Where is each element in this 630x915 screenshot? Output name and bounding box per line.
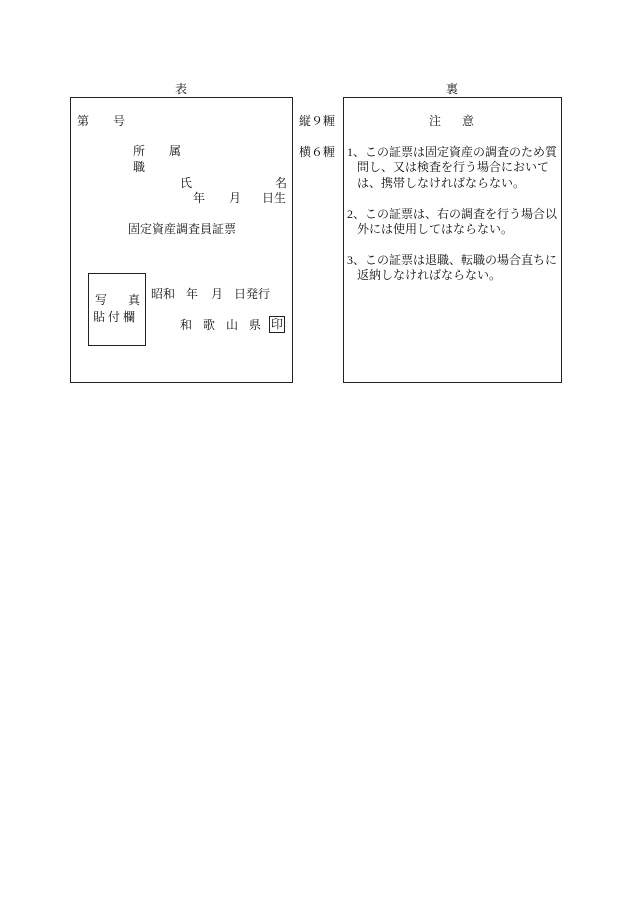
affiliation-label-1: 所 — [133, 144, 146, 158]
photo-label-2: 真 — [128, 293, 141, 307]
birth-month-label: 月 — [229, 191, 242, 205]
width-dimension: 横６糎 — [299, 145, 336, 159]
birth-day-label: 日生 — [262, 191, 287, 205]
notice-1-line: 問し、又は検査を行う場合において — [357, 160, 550, 174]
notice-2-line: 2、この証票は、右の調査を行う場合以 — [347, 207, 558, 221]
photo-label-3: 貼付欄 — [93, 310, 139, 324]
issuer-name: 和歌山県 — [180, 318, 273, 332]
number-prefix: 第 — [77, 114, 90, 128]
notice-3-line: 3、この証票は退職、転職の場合直ちに — [347, 253, 558, 267]
notice-heading-1: 注 — [429, 114, 442, 128]
position-label: 職 — [133, 160, 146, 174]
name-label-2: 名 — [275, 176, 288, 190]
issue-year-label: 年 — [186, 287, 199, 301]
issue-month-label: 月 — [211, 287, 224, 301]
issue-day-label: 日発行 — [234, 287, 271, 301]
back-card-frame — [343, 97, 562, 383]
notice-1-line: 1、この証票は固定資産の調査のため質 — [347, 145, 558, 159]
card-title: 固定資産調査員証票 — [128, 222, 237, 236]
photo-label-1: 写 — [95, 293, 108, 307]
front-side-label: 表 — [175, 82, 188, 96]
notice-heading-2: 意 — [462, 114, 475, 128]
birth-year-label: 年 — [193, 191, 206, 205]
seal-stamp: 印 — [270, 317, 283, 331]
height-dimension: 縦９糎 — [299, 114, 336, 128]
affiliation-label-2: 属 — [169, 144, 182, 158]
back-side-label: 裏 — [446, 82, 459, 96]
notice-3-line: 返納しなければならない。 — [357, 268, 502, 282]
issue-era-label: 昭和 — [151, 287, 176, 301]
number-suffix: 号 — [113, 114, 126, 128]
notice-2-line: 外には使用してはならない。 — [357, 222, 514, 236]
notice-1-line: は、携帯しなければならない。 — [357, 176, 526, 190]
name-label-1: 氏 — [180, 176, 193, 190]
